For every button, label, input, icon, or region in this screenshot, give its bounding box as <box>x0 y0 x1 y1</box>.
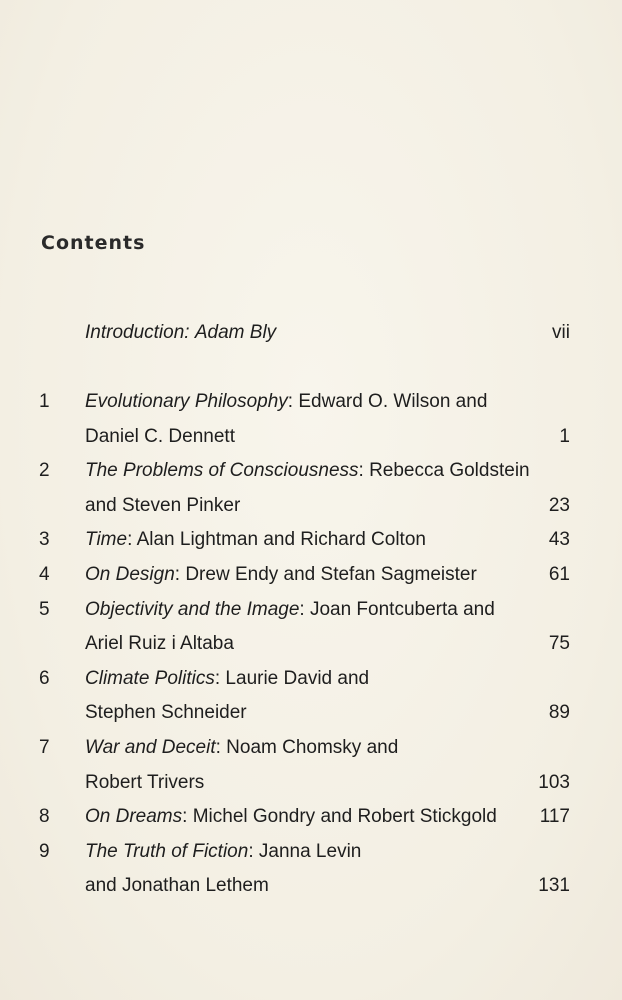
chapter-authors: : Noam Chomsky and <box>215 737 399 758</box>
toc-entry-continuation <box>0 421 622 453</box>
chapter-title: The Truth of Fiction <box>85 840 249 862</box>
introduction-entry <box>0 317 622 349</box>
chapter-title: War and Deceit <box>85 737 216 758</box>
chapter-number: 8 <box>39 806 50 828</box>
chapter-number: 1 <box>39 391 50 412</box>
chapter-authors-continued: and Steven Pinker <box>85 494 241 516</box>
chapter-title: Evolutionary Philosophy <box>85 391 288 412</box>
chapter-page-number: 103 <box>538 771 570 793</box>
chapter-authors: : Laurie David and <box>214 667 370 689</box>
chapter-page-number: 61 <box>548 564 570 585</box>
chapter-authors-continued: and Jonathan Lethem <box>85 875 269 897</box>
toc-entry <box>0 455 622 487</box>
chapter-title: Time <box>85 529 128 551</box>
toc-entry-continuation <box>0 767 622 799</box>
chapter-page-number: 89 <box>548 702 570 724</box>
chapter-title-line <box>85 559 477 591</box>
chapter-authors-continued: Ariel Ruiz i Altaba <box>85 633 234 655</box>
chapter-title-line <box>85 455 530 487</box>
chapter-title-line <box>85 524 426 556</box>
chapter-title-line <box>85 663 369 695</box>
toc-entry <box>0 663 622 695</box>
chapter-number: 7 <box>39 737 50 758</box>
chapter-authors: : Michel Gondry and Robert Stickgold <box>182 806 497 828</box>
chapter-number: 3 <box>39 529 50 551</box>
chapter-title-line <box>85 594 495 626</box>
chapter-authors: : Edward O. Wilson and <box>287 391 488 412</box>
chapter-page-number: 117 <box>539 806 570 828</box>
chapter-authors: : Rebecca Goldstein <box>358 460 530 482</box>
toc-entry <box>0 801 622 833</box>
chapter-title-line <box>85 836 361 868</box>
chapter-title: Climate Politics <box>85 667 215 689</box>
chapter-number: 9 <box>39 840 50 862</box>
chapter-page-number: 75 <box>548 633 570 655</box>
toc-entry <box>0 594 622 626</box>
toc-entry-continuation <box>0 628 622 660</box>
chapter-title: On Dreams <box>85 806 183 828</box>
chapter-number: 4 <box>39 564 50 585</box>
chapter-page-number: 1 <box>559 425 570 447</box>
chapter-page-number: 23 <box>548 494 570 516</box>
introduction-label: Introduction: <box>85 322 190 343</box>
toc-entry-continuation <box>0 870 622 902</box>
toc-entry <box>0 386 622 418</box>
chapter-page-number: 43 <box>548 529 570 551</box>
introduction-text <box>85 317 276 349</box>
chapter-number: 2 <box>39 460 50 482</box>
chapter-authors: : Alan Lightman and Richard Colton <box>127 529 426 551</box>
toc-entry <box>0 732 622 764</box>
chapter-number: 5 <box>39 598 50 620</box>
introduction-page-number: vii <box>552 322 570 343</box>
chapter-authors: : Joan Fontcuberta and <box>299 598 495 620</box>
contents-heading: Contents <box>41 232 146 254</box>
chapter-authors: : Janna Levin <box>248 840 362 862</box>
chapter-authors-continued: Stephen Schneider <box>85 702 247 724</box>
chapter-number: 6 <box>39 667 50 689</box>
chapter-authors: : Drew Endy and Stefan Sagmeister <box>174 564 477 585</box>
chapter-title-line <box>85 801 497 833</box>
chapter-page-number: 131 <box>538 875 570 897</box>
introduction-author: Adam Bly <box>194 322 277 343</box>
toc-entry <box>0 836 622 868</box>
chapter-authors-continued: Daniel C. Dennett <box>85 425 235 447</box>
chapter-title: Objectivity and the Image <box>85 598 300 620</box>
toc-entry-continuation <box>0 697 622 729</box>
chapter-title-line <box>85 732 398 764</box>
toc-entry <box>0 524 622 556</box>
chapter-title-line <box>85 386 487 418</box>
chapter-authors-continued: Robert Trivers <box>85 771 205 793</box>
chapter-title: On Design <box>85 564 175 585</box>
toc-entry <box>0 559 622 591</box>
chapter-title: The Problems of Consciousness <box>85 460 359 482</box>
toc-entry-continuation <box>0 490 622 522</box>
